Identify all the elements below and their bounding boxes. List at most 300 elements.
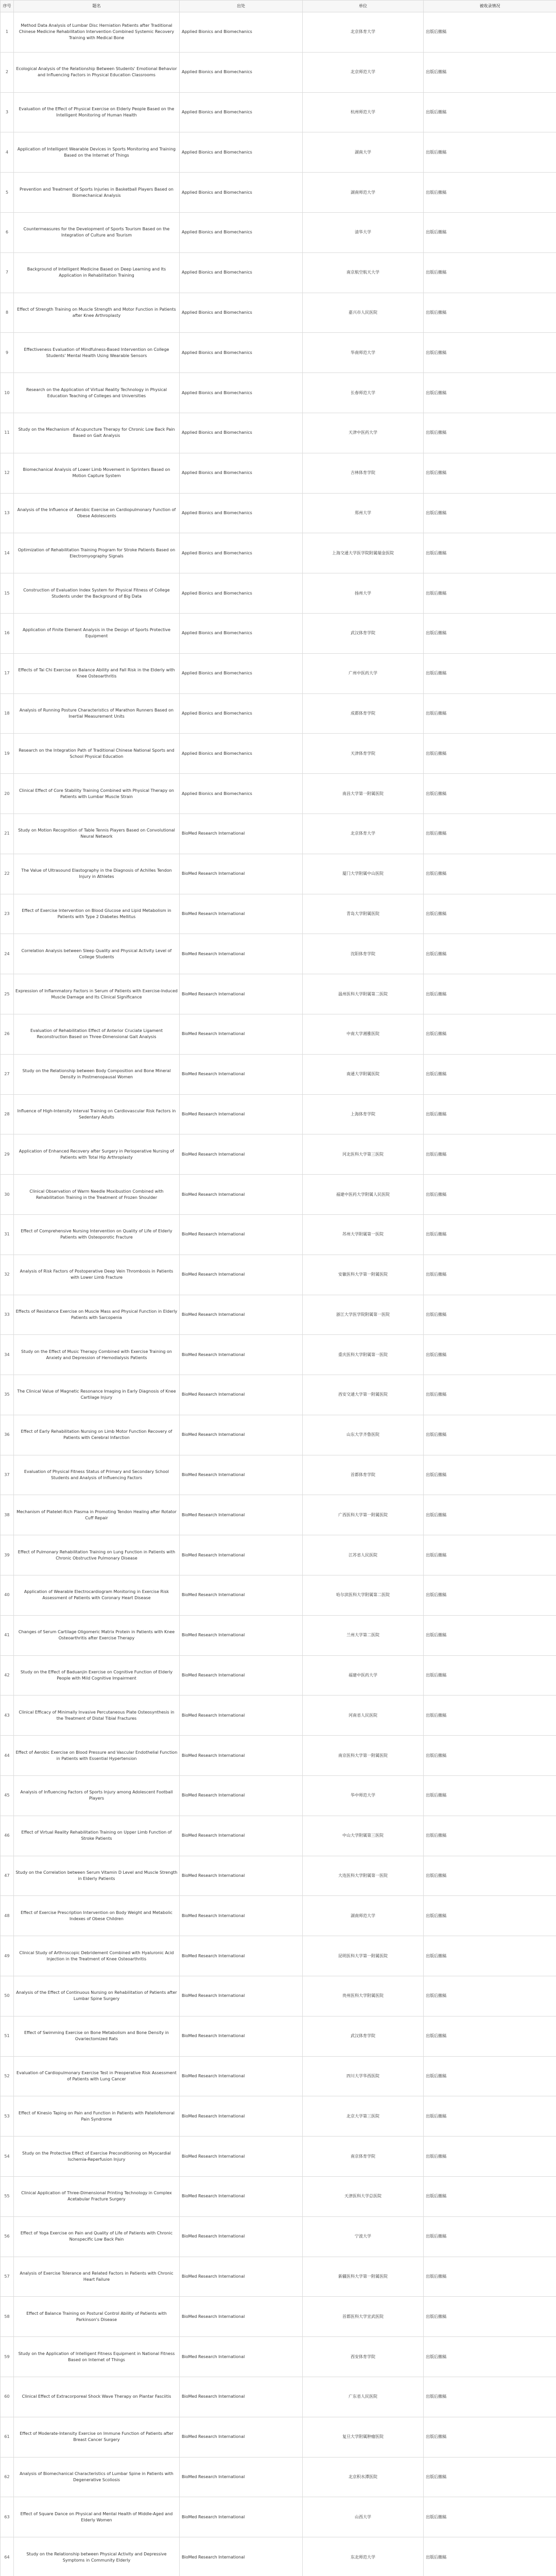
journal-name: BioMed Research International — [180, 974, 303, 1014]
institution-name: 四川大学华西医院 — [303, 2056, 424, 2096]
journal-name: BioMed Research International — [180, 2497, 303, 2537]
journal-name: BioMed Research International — [180, 1175, 303, 1215]
row-number: 30 — [1, 1175, 14, 1215]
table-row — [1, 2257, 556, 2297]
status-text: 出版后撤稿 — [424, 493, 556, 533]
row-number: 55 — [1, 2177, 14, 2217]
institution-name: 江苏省人民医院 — [303, 1535, 424, 1575]
status-text: 出版后撤稿 — [424, 814, 556, 854]
table-row — [1, 2417, 556, 2457]
journal-name: Applied Bionics and Biomechanics — [180, 293, 303, 333]
header-status: 被收录情况 — [424, 1, 556, 12]
institution-name: 武汉体育学院 — [303, 613, 424, 653]
journal-name: Applied Bionics and Biomechanics — [180, 613, 303, 653]
row-number: 53 — [1, 2096, 14, 2137]
institution-name: 嘉兴市人民医院 — [303, 293, 424, 333]
institution-name: 浙江大学医学院附属第一医院 — [303, 1295, 424, 1335]
table-row — [1, 2297, 556, 2337]
row-number: 14 — [1, 533, 14, 573]
status-text: 出版后撤稿 — [424, 1335, 556, 1375]
status-text: 出版后撤稿 — [424, 573, 556, 614]
institution-name: 河北医科大学第三医院 — [303, 1134, 424, 1175]
institution-name: 山西大学 — [303, 2497, 424, 2537]
paper-title: Study on the Effect of Baduanjin Exercise on Cognitive Function of Elderly People with Mild Cognitive Impairment — [14, 1655, 180, 1696]
table-row — [1, 2216, 556, 2257]
table-row — [1, 2177, 556, 2217]
journal-name: BioMed Research International — [180, 2137, 303, 2177]
table-row — [1, 453, 556, 493]
institution-name: 郑州大学 — [303, 493, 424, 533]
paper-title: Countermeasures for the Development of Sports Tourism Based on the Integration of Culture and Tourism — [14, 212, 180, 252]
institution-name: 重庆医科大学附属第一医院 — [303, 1335, 424, 1375]
paper-title: Effect of Exercise Prescription Intervention on Body Weight and Metabolic Indexes of Obese Children — [14, 1896, 180, 1936]
status-text: 出版后撤稿 — [424, 1736, 556, 1776]
institution-name: 吉林体育学院 — [303, 453, 424, 493]
table-row — [1, 1014, 556, 1054]
paper-title: Effect of Square Dance on Physical and Mental Health of Middle-Aged and Elderly Women — [14, 2497, 180, 2537]
table-row — [1, 1375, 556, 1415]
institution-name: 苏州大学附属第一医院 — [303, 1214, 424, 1255]
row-number: 15 — [1, 573, 14, 614]
table-row — [1, 2457, 556, 2497]
journal-name: BioMed Research International — [180, 1134, 303, 1175]
journal-name: BioMed Research International — [180, 2337, 303, 2377]
table-row — [1, 2137, 556, 2177]
paper-title: Analysis of Risk Factors of Postoperative Deep Vein Thrombosis in Patients with Lower Limb Fracture — [14, 1255, 180, 1295]
row-number: 43 — [1, 1696, 14, 1736]
row-number: 9 — [1, 333, 14, 373]
table-row — [1, 533, 556, 573]
paper-title: Effect of Aerobic Exercise on Blood Pressure and Vascular Endothelial Function in Patients with Essential Hypertension — [14, 1736, 180, 1776]
table-header — [1, 1, 556, 12]
status-text: 出版后撤稿 — [424, 1014, 556, 1054]
row-number: 51 — [1, 2016, 14, 2056]
paper-title: Effect of Pulmonary Rehabilitation Training on Lung Function in Patients with Chronic Obstructive Pulmonary Disease — [14, 1535, 180, 1575]
status-text: 出版后撤稿 — [424, 934, 556, 974]
institution-name: 扬州大学 — [303, 573, 424, 614]
journal-name: BioMed Research International — [180, 1214, 303, 1255]
journal-name: Applied Bionics and Biomechanics — [180, 252, 303, 293]
institution-name: 天津医科大学总医院 — [303, 2177, 424, 2217]
row-number: 8 — [1, 293, 14, 333]
row-number: 52 — [1, 2056, 14, 2096]
status-text: 出版后撤稿 — [424, 1615, 556, 1655]
paper-title: Effect of Kinesio Taping on Pain and Function in Patients with Patellofemoral Pain Syndrome — [14, 2096, 180, 2137]
status-text: 出版后撤稿 — [424, 693, 556, 734]
journal-name: Applied Bionics and Biomechanics — [180, 333, 303, 373]
table-row — [1, 1094, 556, 1134]
status-text: 出版后撤稿 — [424, 1575, 556, 1616]
paper-title: Study on the Protective Effect of Exercise Preconditioning on Myocardial Ischemia-Reperfusion Injury — [14, 2137, 180, 2177]
journal-name: BioMed Research International — [180, 1094, 303, 1134]
paper-title: Ecological Analysis of the Relationship Between Students' Emotional Behavior and Influencing Factors in Physical Education Classrooms — [14, 52, 180, 92]
row-number: 34 — [1, 1335, 14, 1375]
table-row — [1, 814, 556, 854]
journal-name: BioMed Research International — [180, 2177, 303, 2217]
table-row — [1, 1936, 556, 1976]
row-number: 24 — [1, 934, 14, 974]
status-text: 出版后撤稿 — [424, 2297, 556, 2337]
paper-title: Analysis of Biomechanical Characteristics of Lumbar Spine in Patients with Degenerative Scoliosis — [14, 2457, 180, 2497]
status-text: 出版后撤稿 — [424, 1415, 556, 1455]
table-row — [1, 1295, 556, 1335]
status-text: 出版后撤稿 — [424, 1375, 556, 1415]
journal-name: BioMed Research International — [180, 2216, 303, 2257]
paper-title: Effect of Yoga Exercise on Pain and Quality of Life of Patients with Chronic Nonspecific Low Back Pain — [14, 2216, 180, 2257]
status-text: 出版后撤稿 — [424, 2417, 556, 2457]
table-row — [1, 1255, 556, 1295]
status-text: 出版后撤稿 — [424, 1455, 556, 1495]
paper-title: Optimization of Rehabilitation Training Program for Stroke Patients Based on Electromyography Signals — [14, 533, 180, 573]
status-text: 出版后撤稿 — [424, 2457, 556, 2497]
table-row — [1, 132, 556, 173]
paper-title: Application of Finite Element Analysis in the Design of Sports Protective Equipment — [14, 613, 180, 653]
institution-name: 福建中医药大学附属人民医院 — [303, 1175, 424, 1215]
table-row — [1, 2016, 556, 2056]
paper-title: Evaluation of Cardiopulmonary Exercise Test in Preoperative Risk Assessment of Patients with Lung Cancer — [14, 2056, 180, 2096]
table-row — [1, 1455, 556, 1495]
paper-title: Application of Enhanced Recovery after Surgery in Perioperative Nursing of Patients with Total Hip Arthroplasty — [14, 1134, 180, 1175]
status-text: 出版后撤稿 — [424, 453, 556, 493]
status-text: 出版后撤稿 — [424, 653, 556, 693]
row-number: 10 — [1, 373, 14, 413]
status-text: 出版后撤稿 — [424, 1495, 556, 1535]
table-row — [1, 1415, 556, 1455]
table-row — [1, 92, 556, 132]
table-row — [1, 1976, 556, 2016]
institution-name: 青岛大学附属医院 — [303, 894, 424, 934]
row-number: 42 — [1, 1655, 14, 1696]
journal-name: BioMed Research International — [180, 1295, 303, 1335]
paper-title: Prevention and Treatment of Sports Injuries in Basketball Players Based on Biomechanical Analysis — [14, 173, 180, 213]
paper-title: Clinical Efficacy of Minimally Invasive Percutaneous Plate Osteosynthesis in the Treatment of Distal Tibial Fractures — [14, 1696, 180, 1736]
paper-title: Effect of Comprehensive Nursing Intervention on Quality of Life of Elderly Patients with Osteoporotic Fracture — [14, 1214, 180, 1255]
paper-title: Clinical Effect of Extracorporeal Shock Wave Therapy on Plantar Fasciitis — [14, 2377, 180, 2417]
status-text: 出版后撤稿 — [424, 1856, 556, 1896]
paper-title: Analysis of Influencing Factors of Sports Injury among Adolescent Football Players — [14, 1776, 180, 1816]
row-number: 21 — [1, 814, 14, 854]
paper-title: Study on the Correlation between Serum Vitamin D Level and Muscle Strength in Elderly Patients — [14, 1856, 180, 1896]
status-text: 出版后撤稿 — [424, 1134, 556, 1175]
paper-title: Correlation Analysis between Sleep Quality and Physical Activity Level of College Students — [14, 934, 180, 974]
table-row — [1, 1896, 556, 1936]
institution-name: 北京大学第三医院 — [303, 2096, 424, 2137]
row-number: 29 — [1, 1134, 14, 1175]
row-number: 59 — [1, 2337, 14, 2377]
institution-name: 华中师范大学 — [303, 1776, 424, 1816]
row-number: 50 — [1, 1976, 14, 2016]
paper-title: Mechanism of Platelet-Rich Plasma in Promoting Tendon Healing after Rotator Cuff Repair — [14, 1495, 180, 1535]
journal-name: Applied Bionics and Biomechanics — [180, 693, 303, 734]
institution-name: 杭州师范大学 — [303, 92, 424, 132]
paper-title: Clinical Study of Arthroscopic Debridement Combined with Hyaluronic Acid Injection in the Treatment of Knee Osteoarthritis — [14, 1936, 180, 1976]
status-text: 出版后撤稿 — [424, 1214, 556, 1255]
journal-name: BioMed Research International — [180, 2016, 303, 2056]
status-text: 出版后撤稿 — [424, 1295, 556, 1335]
row-number: 13 — [1, 493, 14, 533]
row-number: 58 — [1, 2297, 14, 2337]
institution-name: 南京医科大学第一附属医院 — [303, 1736, 424, 1776]
status-text: 出版后撤稿 — [424, 774, 556, 814]
table-row — [1, 1175, 556, 1215]
table-row — [1, 373, 556, 413]
paper-title: Effect of Moderate-Intensity Exercise on Immune Function of Patients after Breast Cancer Surgery — [14, 2417, 180, 2457]
status-text: 出版后撤稿 — [424, 132, 556, 173]
paper-title: Research on the Application of Virtual Reality Technology in Physical Education Teaching of Colleges and Universities — [14, 373, 180, 413]
table-row — [1, 173, 556, 213]
journal-name: BioMed Research International — [180, 2056, 303, 2096]
header-journal: 出处 — [180, 1, 303, 12]
institution-name: 温州医科大学附属第二医院 — [303, 974, 424, 1014]
status-text: 出版后撤稿 — [424, 293, 556, 333]
status-text: 出版后撤稿 — [424, 1655, 556, 1696]
status-text: 出版后撤稿 — [424, 52, 556, 92]
institution-name: 东北师范大学 — [303, 2537, 424, 2576]
institution-name: 新疆医科大学第一附属医院 — [303, 2257, 424, 2297]
status-text: 出版后撤稿 — [424, 1094, 556, 1134]
status-text: 出版后撤稿 — [424, 1255, 556, 1295]
row-number: 23 — [1, 894, 14, 934]
status-text: 出版后撤稿 — [424, 1776, 556, 1816]
institution-name: 南京体育学院 — [303, 2137, 424, 2177]
row-number: 12 — [1, 453, 14, 493]
institution-name: 南昌大学第一附属医院 — [303, 774, 424, 814]
paper-title: Background of Intelligent Medicine Based on Deep Learning and Its Application in Rehabilitation Training — [14, 252, 180, 293]
row-number: 36 — [1, 1415, 14, 1455]
status-text: 出版后撤稿 — [424, 974, 556, 1014]
journal-name: BioMed Research International — [180, 1455, 303, 1495]
table-row — [1, 2377, 556, 2417]
status-text: 出版后撤稿 — [424, 1896, 556, 1936]
institution-name: 首都体育学院 — [303, 1455, 424, 1495]
journal-name: BioMed Research International — [180, 2297, 303, 2337]
row-number: 60 — [1, 2377, 14, 2417]
paper-title: Effect of Early Rehabilitation Nursing on Limb Motor Function Recovery of Patients with Cerebral Infarction — [14, 1415, 180, 1455]
paper-title: The Clinical Value of Magnetic Resonance Imaging in Early Diagnosis of Knee Cartilage Injury — [14, 1375, 180, 1415]
status-text: 出版后撤稿 — [424, 854, 556, 894]
table-row — [1, 1655, 556, 1696]
institution-name: 安徽医科大学第一附属医院 — [303, 1255, 424, 1295]
paper-title: Effect of Swimming Exercise on Bone Metabolism and Bone Density in Ovariectomized Rats — [14, 2016, 180, 2056]
row-number: 38 — [1, 1495, 14, 1535]
institution-name: 北京体育大学 — [303, 814, 424, 854]
journal-name: Applied Bionics and Biomechanics — [180, 774, 303, 814]
paper-title: Effect of Balance Training on Postural Control Ability of Patients with Parkinson's Disease — [14, 2297, 180, 2337]
journal-name: Applied Bionics and Biomechanics — [180, 413, 303, 453]
paper-title: Effects of Resistance Exercise on Muscle Mass and Physical Function in Elderly Patients with Sarcopenia — [14, 1295, 180, 1335]
table-row — [1, 333, 556, 373]
table-row — [1, 212, 556, 252]
paper-title: Analysis of Exercise Tolerance and Related Factors in Patients with Chronic Heart Failure — [14, 2257, 180, 2297]
journal-name: BioMed Research International — [180, 1776, 303, 1816]
table-row — [1, 413, 556, 453]
institution-name: 中山大学附属第三医院 — [303, 1816, 424, 1856]
table-row — [1, 934, 556, 974]
institution-name: 华南师范大学 — [303, 333, 424, 373]
institution-name: 昆明医科大学第一附属医院 — [303, 1936, 424, 1976]
table-row — [1, 52, 556, 92]
institution-name: 长春师范大学 — [303, 373, 424, 413]
status-text: 出版后撤稿 — [424, 734, 556, 774]
journal-name: BioMed Research International — [180, 1816, 303, 1856]
table-row — [1, 1335, 556, 1375]
table-body — [1, 12, 556, 2576]
table-row — [1, 693, 556, 734]
row-number: 64 — [1, 2537, 14, 2576]
journal-name: BioMed Research International — [180, 1936, 303, 1976]
table-row — [1, 1615, 556, 1655]
table-row — [1, 293, 556, 333]
status-text: 出版后撤稿 — [424, 1816, 556, 1856]
paper-title: Application of Wearable Electrocardiogram Monitoring in Exercise Risk Assessment of Patients with Coronary Heart Disease — [14, 1575, 180, 1616]
paper-title: Evaluation of the Effect of Physical Exercise on Elderly People Based on the Intelligent Monitoring of Human Health — [14, 92, 180, 132]
paper-title: Study on the Application of Intelligent Fitness Equipment in National Fitness Based on Internet of Things — [14, 2337, 180, 2377]
journal-name: BioMed Research International — [180, 1615, 303, 1655]
paper-title: Clinical Effect of Core Stability Training Combined with Physical Therapy on Patients with Lumbar Muscle Strain — [14, 774, 180, 814]
journal-name: Applied Bionics and Biomechanics — [180, 12, 303, 53]
status-text: 出版后撤稿 — [424, 252, 556, 293]
row-number: 39 — [1, 1535, 14, 1575]
journal-name: BioMed Research International — [180, 1696, 303, 1736]
row-number: 26 — [1, 1014, 14, 1054]
paper-title: Effect of Exercise Intervention on Blood Glucose and Lipid Metabolism in Patients with Type 2 Diabetes Mellitus — [14, 894, 180, 934]
journal-name: BioMed Research International — [180, 1415, 303, 1455]
journal-name: BioMed Research International — [180, 934, 303, 974]
journal-name: BioMed Research International — [180, 1495, 303, 1535]
paper-title: Study on the Relationship between Physical Activity and Depressive Symptoms in Community Elderly — [14, 2537, 180, 2576]
table-row — [1, 613, 556, 653]
paper-title: Analysis of the Effect of Continuous Nursing on Rehabilitation of Patients after Lumbar Spine Surgery — [14, 1976, 180, 2016]
table-row — [1, 12, 556, 53]
journal-name: BioMed Research International — [180, 2417, 303, 2457]
header-row — [1, 1, 556, 12]
row-number: 5 — [1, 173, 14, 213]
table-row — [1, 2537, 556, 2576]
journal-name: BioMed Research International — [180, 1014, 303, 1054]
status-text: 出版后撤稿 — [424, 894, 556, 934]
status-text: 出版后撤稿 — [424, 1936, 556, 1976]
row-number: 32 — [1, 1255, 14, 1295]
status-text: 出版后撤稿 — [424, 2096, 556, 2137]
row-number: 20 — [1, 774, 14, 814]
institution-name: 成都体育学院 — [303, 693, 424, 734]
journal-name: Applied Bionics and Biomechanics — [180, 52, 303, 92]
status-text: 出版后撤稿 — [424, 333, 556, 373]
journal-name: BioMed Research International — [180, 1375, 303, 1415]
row-number: 27 — [1, 1054, 14, 1094]
table-row — [1, 2337, 556, 2377]
institution-name: 贵州医科大学附属医院 — [303, 1976, 424, 2016]
institution-name: 厦门大学附属中山医院 — [303, 854, 424, 894]
status-text: 出版后撤稿 — [424, 613, 556, 653]
row-number: 63 — [1, 2497, 14, 2537]
paper-title: Expression of Inflammatory Factors in Serum of Patients with Exercise-Induced Muscle Damage and Its Clinical Significance — [14, 974, 180, 1014]
institution-name: 西安体育学院 — [303, 2337, 424, 2377]
paper-title: Study on the Mechanism of Acupuncture Therapy for Chronic Low Back Pain Based on Gait Analysis — [14, 413, 180, 453]
paper-title: Effectiveness Evaluation of Mindfulness-Based Intervention on College Students' Mental Health Using Wearable Sensors — [14, 333, 180, 373]
institution-name: 大连医科大学附属第一医院 — [303, 1856, 424, 1896]
row-number: 3 — [1, 92, 14, 132]
institution-name: 上海交通大学医学院附属瑞金医院 — [303, 533, 424, 573]
table-row — [1, 854, 556, 894]
row-number: 16 — [1, 613, 14, 653]
institution-name: 沈阳体育学院 — [303, 934, 424, 974]
paper-title: Effect of Virtual Reality Rehabilitation Training on Upper Limb Function of Stroke Patients — [14, 1816, 180, 1856]
journal-name: BioMed Research International — [180, 1856, 303, 1896]
row-number: 4 — [1, 132, 14, 173]
institution-name: 广州中医药大学 — [303, 653, 424, 693]
table-row — [1, 1134, 556, 1175]
status-text: 出版后撤稿 — [424, 2216, 556, 2257]
journal-name: BioMed Research International — [180, 2257, 303, 2297]
paper-title: Study on Motion Recognition of Table Tennis Players Based on Convolutional Neural Network — [14, 814, 180, 854]
journal-name: BioMed Research International — [180, 814, 303, 854]
row-number: 40 — [1, 1575, 14, 1616]
status-text: 出版后撤稿 — [424, 1696, 556, 1736]
status-text: 出版后撤稿 — [424, 2257, 556, 2297]
journal-name: BioMed Research International — [180, 2537, 303, 2576]
table-row — [1, 734, 556, 774]
journal-name: BioMed Research International — [180, 854, 303, 894]
table-row — [1, 2096, 556, 2137]
institution-name: 广东省人民医院 — [303, 2377, 424, 2417]
institution-name: 上海体育学院 — [303, 1094, 424, 1134]
paper-title: Analysis of the Influence of Aerobic Exercise on Cardiopulmonary Function of Obese Adolescents — [14, 493, 180, 533]
journal-name: BioMed Research International — [180, 1535, 303, 1575]
table-row — [1, 1495, 556, 1535]
paper-title: Biomechanical Analysis of Lower Limb Movement in Sprinters Based on Motion Capture System — [14, 453, 180, 493]
row-number: 22 — [1, 854, 14, 894]
status-text: 出版后撤稿 — [424, 2497, 556, 2537]
institution-name: 武汉体育学院 — [303, 2016, 424, 2056]
journal-name: Applied Bionics and Biomechanics — [180, 734, 303, 774]
journal-name: Applied Bionics and Biomechanics — [180, 373, 303, 413]
institution-name: 南通大学附属医院 — [303, 1054, 424, 1094]
institution-name: 湖南师范大学 — [303, 173, 424, 213]
row-number: 57 — [1, 2257, 14, 2297]
journal-name: Applied Bionics and Biomechanics — [180, 92, 303, 132]
status-text: 出版后撤稿 — [424, 2137, 556, 2177]
status-text: 出版后撤稿 — [424, 2337, 556, 2377]
row-number: 45 — [1, 1776, 14, 1816]
status-text: 出版后撤稿 — [424, 2016, 556, 2056]
journal-name: Applied Bionics and Biomechanics — [180, 533, 303, 573]
journal-name: BioMed Research International — [180, 1655, 303, 1696]
journal-name: Applied Bionics and Biomechanics — [180, 132, 303, 173]
journal-name: Applied Bionics and Biomechanics — [180, 493, 303, 533]
status-text: 出版后撤稿 — [424, 212, 556, 252]
journal-name: BioMed Research International — [180, 1255, 303, 1295]
institution-name: 天津体育学院 — [303, 734, 424, 774]
table-row — [1, 1736, 556, 1776]
institution-name: 北京体育大学 — [303, 12, 424, 53]
journal-name: BioMed Research International — [180, 894, 303, 934]
table-row — [1, 1535, 556, 1575]
table-row — [1, 252, 556, 293]
journal-name: BioMed Research International — [180, 2377, 303, 2417]
table-row — [1, 774, 556, 814]
paper-title: Application of Intelligent Wearable Devices in Sports Monitoring and Training Based on the Internet of Things — [14, 132, 180, 173]
status-text: 出版后撤稿 — [424, 2056, 556, 2096]
journal-name: BioMed Research International — [180, 2096, 303, 2137]
row-number: 47 — [1, 1856, 14, 1896]
institution-name: 北京积水潭医院 — [303, 2457, 424, 2497]
institution-name: 北京师范大学 — [303, 52, 424, 92]
journal-name: Applied Bionics and Biomechanics — [180, 212, 303, 252]
status-text: 出版后撤稿 — [424, 2537, 556, 2576]
paper-title: Evaluation of Rehabilitation Effect of Anterior Cruciate Ligament Reconstruction Based on Three-Dimensional Gait Analysis — [14, 1014, 180, 1054]
row-number: 28 — [1, 1094, 14, 1134]
